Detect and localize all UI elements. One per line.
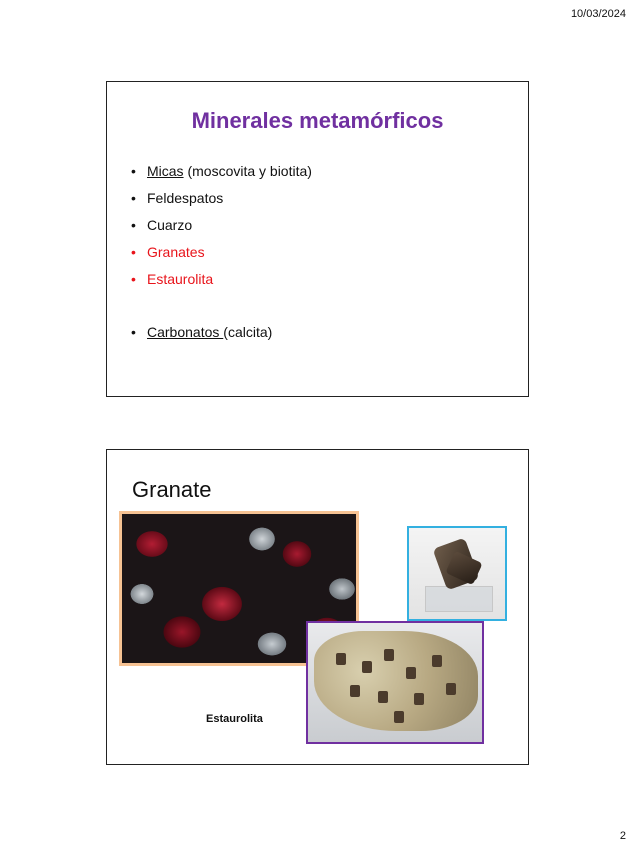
bullet-feldespatos: • Feldespatos bbox=[131, 190, 224, 206]
staurolite-rock-photo bbox=[306, 621, 484, 744]
staurolite-crystal bbox=[394, 711, 404, 723]
slide-thumbnail-1 bbox=[106, 81, 529, 397]
bullet-list bbox=[131, 158, 312, 346]
staurolite-crystal bbox=[406, 667, 416, 679]
slide-thumbnail-2 bbox=[106, 449, 529, 765]
staurolite-crystal bbox=[336, 653, 346, 665]
staurolite-crystal bbox=[446, 683, 456, 695]
slide-title: Minerales metamórficos bbox=[191, 108, 444, 133]
page-number: 2 bbox=[619, 830, 626, 842]
staurolite-crystal bbox=[378, 691, 388, 703]
bullet-granates: • Granates bbox=[131, 244, 205, 260]
staurolite-crystal bbox=[350, 685, 360, 697]
staurolite-crystal bbox=[432, 655, 442, 667]
bullet-carbonatos: • Carbonatos (calcita) bbox=[131, 324, 273, 340]
staurolite-crystal bbox=[414, 693, 424, 705]
staurolite-specimen-photo bbox=[407, 526, 507, 621]
specimen-stand bbox=[425, 586, 493, 612]
bullet-micas: • Micas (moscovita y biotita) bbox=[131, 163, 312, 179]
slide-title: Granate bbox=[132, 477, 212, 502]
schist-rock bbox=[314, 631, 478, 731]
staurolite-crystal bbox=[384, 649, 394, 661]
print-date: 10/03/2024 bbox=[570, 8, 626, 20]
image-caption: Estaurolita bbox=[206, 713, 263, 725]
bullet-estaurolita: • Estaurolita bbox=[131, 271, 214, 287]
staurolite-crystal bbox=[362, 661, 372, 673]
bullet-cuarzo: • Cuarzo bbox=[131, 217, 193, 233]
